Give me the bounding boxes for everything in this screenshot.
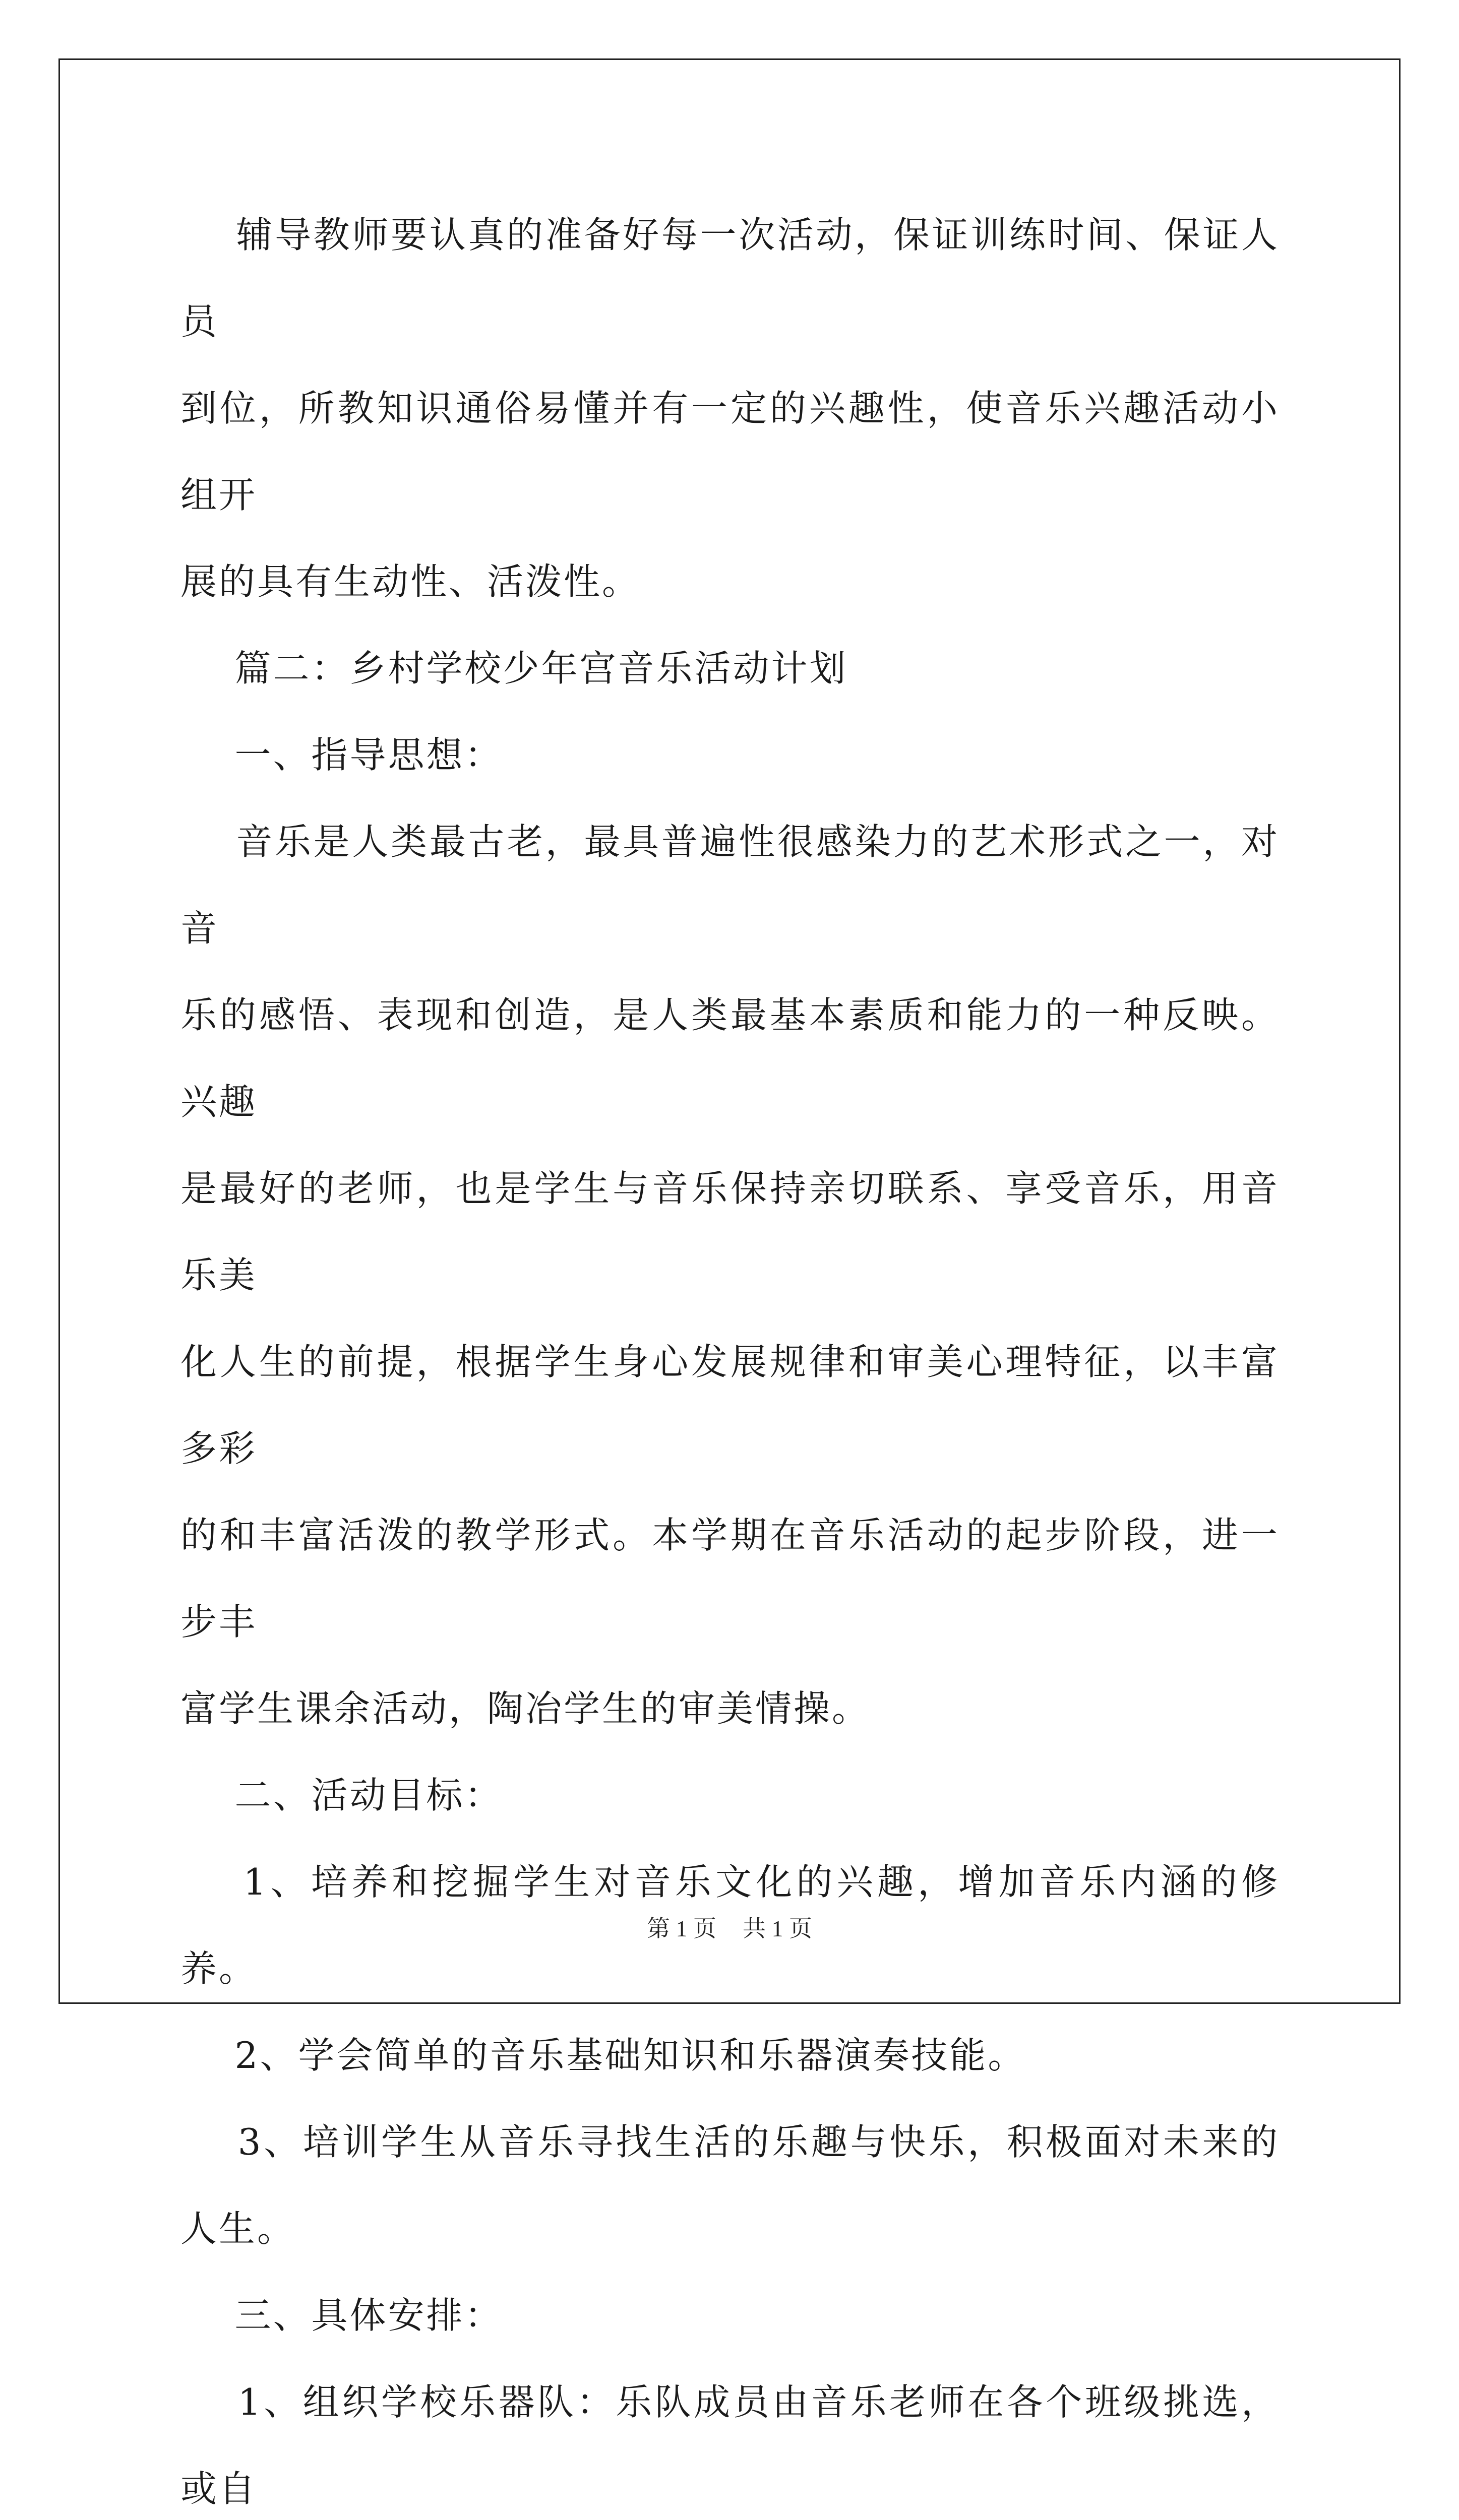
heading-specific-arrangements: 三、具体安排： [180,2294,503,2337]
text-line: 音乐是人类最古老，最具普遍性很感染力的艺术形式之一，对音 [180,821,1280,950]
document-body [180,192,1280,2520]
list-item: 3、培训学生从音乐寻找生活的乐趣与快乐，积极面对未来的人生。 [180,2121,1280,2250]
heading-guiding-thought: 一、指导思想： [180,734,503,776]
list-item: 2、学会简单的音乐基础知识和乐器演奏技能。 [180,2034,1026,2076]
text-line: 辅导教师要认真的准备好每一次活动，保证训练时间、保证人员 [180,214,1280,343]
text-line: 是最好的老师，也是学生与音乐保持亲切联系、享受音乐，用音乐美 [180,1167,1280,1296]
text-line: 富学生课余活动，陶冶学生的审美情操。 [180,1687,871,1730]
text-line: 乐的感悟、表现和创造，是人类最基本素质和能力的一种反映。兴趣 [180,994,1280,1123]
list-item: 1、培养和挖掘学生对音乐文化的兴趣，增加音乐内涵的修养。 [180,1861,1280,1990]
text-line: 展的具有生动性、活泼性。 [180,560,641,603]
page-footer [0,1910,1459,1943]
text-line: 到位，所教知识通俗易懂并有一定的兴趣性，使音乐兴趣活动小组开 [180,387,1280,516]
page-number: 第 1 页 [647,1916,716,1941]
page-total: 共 1 页 [743,1916,812,1941]
heading-activity-goals: 二、活动目标： [180,1774,503,1816]
text-line: 化人生的前提，根据学生身心发展规律和审美心理特征，以丰富多彩 [180,1341,1280,1470]
list-item: 1、组织学校乐器队：乐队成员由音乐老师在各个班级挑选，或自 [180,2381,1280,2510]
section-title: 篇二：乡村学校少年宫音乐活动计划 [180,647,848,689]
text-line: 的和丰富活泼的教学形式。本学期在音乐活动的起步阶段，进一步丰 [180,1514,1280,1643]
